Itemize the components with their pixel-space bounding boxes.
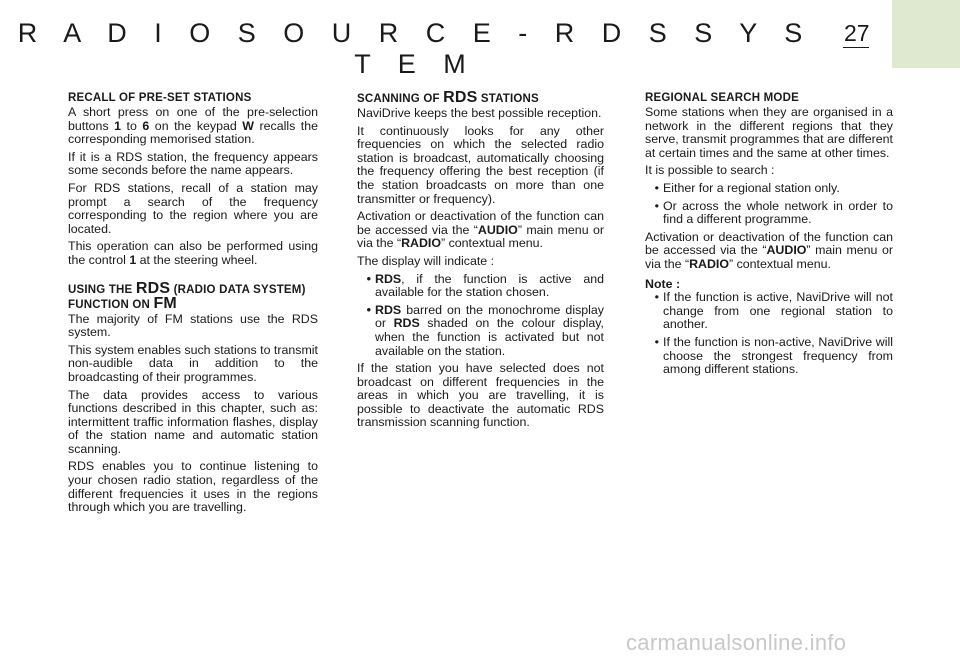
list-item: • Either for a regional station only. bbox=[645, 182, 893, 196]
bullet-icon: • bbox=[654, 198, 659, 213]
paragraph: A short press on one of the pre-selection buttons 1 to 6 on the keypad W recalls the corresponding memorised station. bbox=[68, 105, 319, 147]
list-item: • Or across the whole network in order to find a different programme. bbox=[645, 200, 893, 227]
paragraph: It continuously looks for any other frequencies on which the selected radio station is broadcast, automatically choosing the frequency offering the best reception (if the station broadcasts on more than one transmitter or frequency). bbox=[357, 123, 604, 206]
page-number-underline bbox=[843, 47, 869, 48]
chapter-tab bbox=[892, 0, 960, 68]
bullet-list bbox=[645, 182, 893, 227]
paragraph: For RDS stations, recall of a station may prompt a search of the frequency corresponding to the region where you are located. bbox=[68, 180, 318, 236]
paragraph: This system enables such stations to transmit non-audible data in addition to the broadcasting of their programmes. bbox=[68, 342, 318, 384]
page-title: R A D I O S O U R C E - R D S S Y S T E M bbox=[17, 18, 813, 79]
heading-recall-preset: RECALL OF PRE-SET STATIONS bbox=[68, 92, 252, 104]
list-item: • If the function is non-active, NaviDrive will choose the strongest frequency from among different stations. bbox=[645, 336, 893, 377]
paragraph: Activation or deactivation of the function can be accessed via the “AUDIO” main menu or via the “RADIO” contextual menu. bbox=[645, 229, 894, 271]
heading-scanning-rds: SCANNING OF RDS STATIONS bbox=[357, 89, 539, 106]
note-label: Note : bbox=[645, 276, 681, 291]
heading-using-rds: USING THE RDS (RADIO DATA SYSTEM) FUNCTION ON FM bbox=[68, 279, 306, 312]
paragraph: The majority of FM stations use the RDS system. bbox=[68, 311, 318, 340]
watermark: carmanualsonline.info bbox=[626, 630, 847, 655]
paragraph: It is possible to search : bbox=[645, 163, 775, 178]
paragraph: Activation or deactivation of the function can be accessed via the “AUDIO” main menu or via the “RADIO” contextual menu. bbox=[357, 209, 604, 251]
list-item: • If the function is active, NaviDrive will not change from one regional station to another. bbox=[645, 291, 893, 332]
paragraph: RDS enables you to continue listening to your chosen radio station, regardless of the different frequencies it uses in the regions through which you are travelling. bbox=[68, 459, 318, 515]
heading-regional-search: REGIONAL SEARCH MODE bbox=[645, 92, 799, 104]
paragraph: NaviDrive keeps the best possible reception. bbox=[357, 106, 602, 120]
paragraph: This operation can also be performed using the control 1 at the steering wheel. bbox=[68, 239, 318, 267]
paragraph: If the station you have selected does not broadcast on different frequencies in the areas in which you are travelling, it is possible to deactivate the automatic RDS transmission scanning function. bbox=[357, 361, 604, 430]
bullet-icon: • bbox=[366, 302, 371, 317]
list-item: • RDS, if the function is active and available for the station chosen. bbox=[357, 273, 604, 300]
column-right bbox=[645, 91, 893, 381]
paragraph: The data provides access to various functions described in this chapter, such as: intermittent traffic information flashes, display of the station name and automatic station scanning. bbox=[68, 387, 318, 456]
bullet-icon: • bbox=[654, 290, 659, 305]
column-left bbox=[68, 91, 318, 519]
note-list bbox=[645, 291, 893, 377]
bullet-list bbox=[357, 273, 604, 359]
bullet-icon: • bbox=[654, 180, 659, 195]
paragraph: Some stations when they are organised in a network in the different regions that they serve, transmit programmes that are different at certain times and the same at other times. bbox=[645, 105, 893, 160]
bullet-icon: • bbox=[366, 271, 371, 286]
column-middle bbox=[357, 91, 604, 434]
paragraph: The display will indicate : bbox=[357, 253, 495, 268]
paragraph: If it is a RDS station, the frequency appears some seconds before the name appears. bbox=[68, 149, 318, 178]
page-number: 27 bbox=[844, 20, 870, 46]
list-item: • RDS barred on the monochrome display or RDS shaded on the colour display, when the function is activated but not available on the station. bbox=[357, 304, 604, 358]
bullet-icon: • bbox=[654, 334, 659, 349]
